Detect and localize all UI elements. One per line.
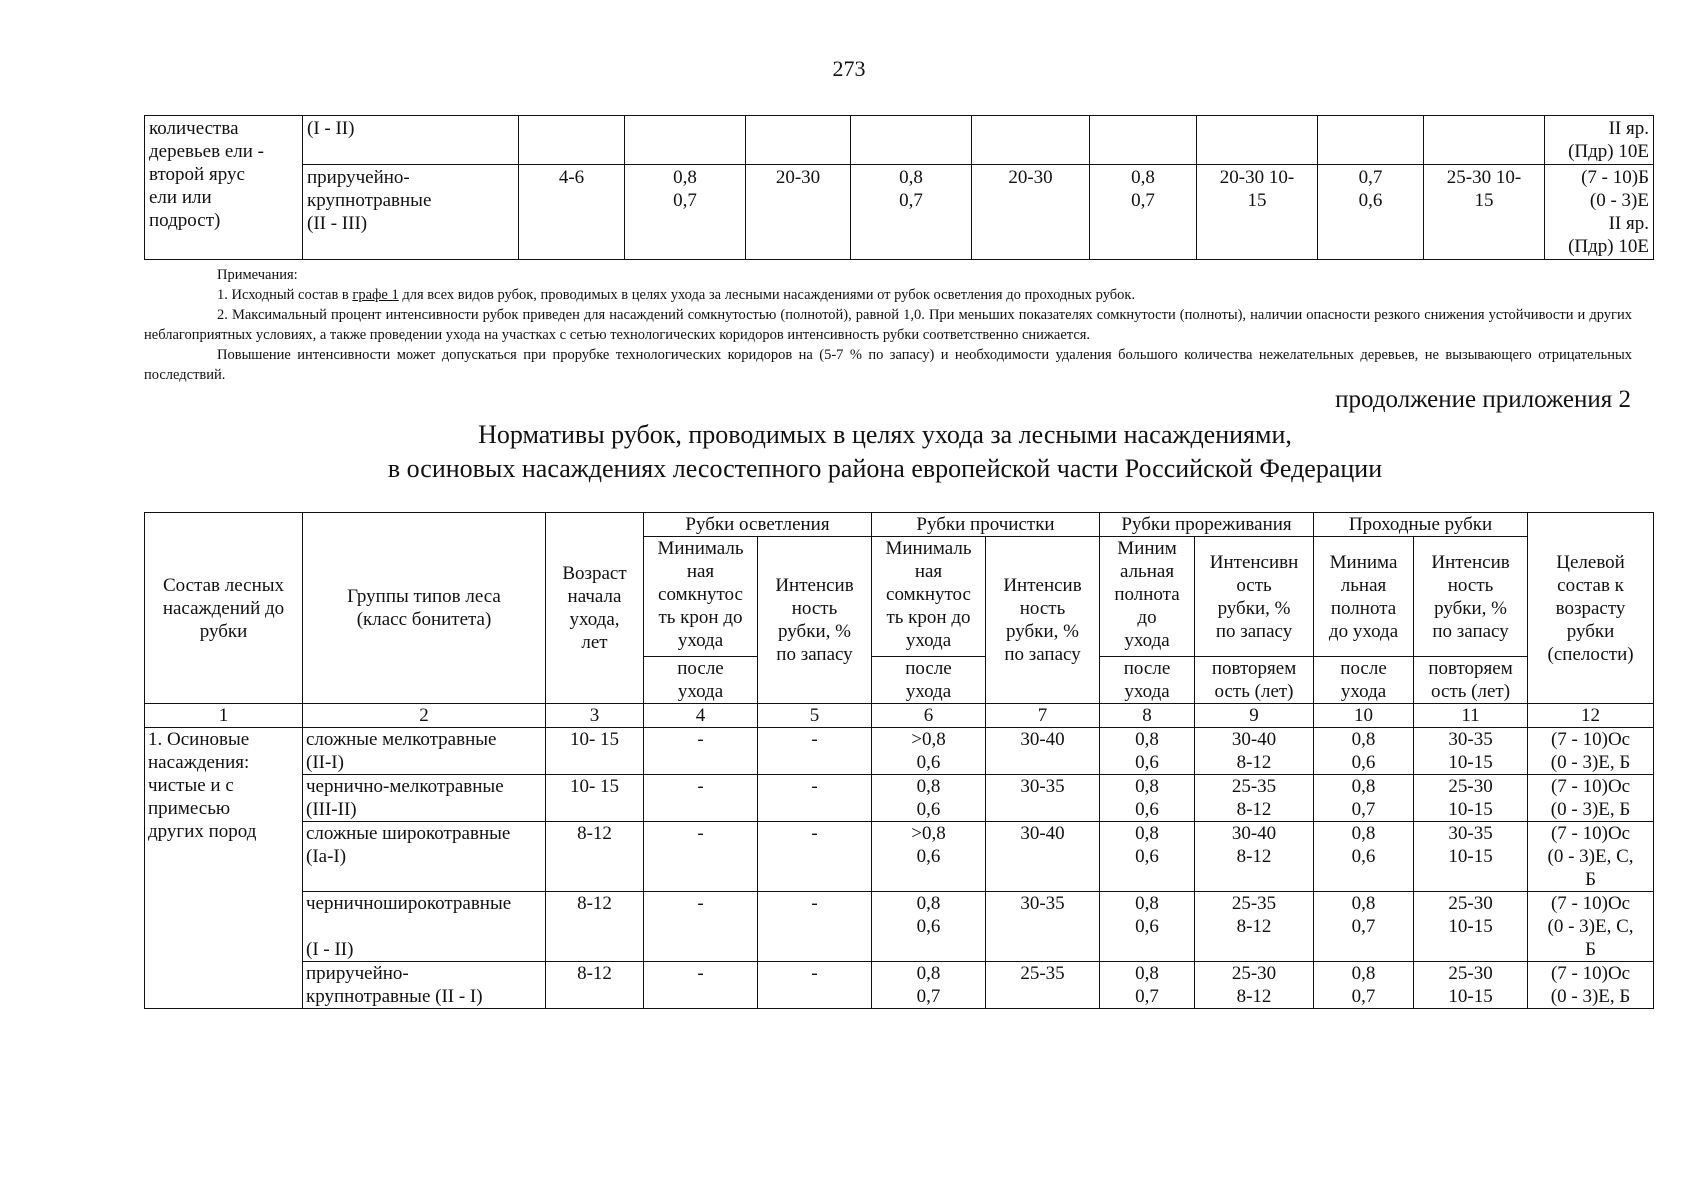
data-cell: >0,8 0,6 [872,728,986,775]
header-after-care: после ухода [1314,657,1414,704]
data-cell: 0,8 0,6 [872,775,986,822]
header-groups: Группы типов леса (класс бонитета) [303,513,546,704]
header-prochistki: Рубки прочистки [872,513,1100,537]
data-cell: 30-35 [986,892,1100,962]
header-after-care: после ухода [644,657,758,704]
age-cell: 8-12 [546,892,644,962]
data-cell: - [644,892,758,962]
header-repeatability: повторяем ость (лет) [1414,657,1528,704]
header-intensity: Интенсив ность рубки, % по запасу [758,537,872,704]
note-1: 1. Исходный состав в графе 1 для всех видов рубок, проводимых в целях ухода за лесными насаждениями от рубок осветления до проходных рубок. [217,287,1136,303]
data-cell [1090,116,1197,165]
table-row [145,165,1654,260]
data-cell: 20-30 10- 15 [1197,165,1318,260]
data-cell: 25-30 8-12 [1195,962,1314,1009]
column-number: 7 [986,704,1100,728]
header-min-crown: Минималь ная сомкнутос ть крон до ухода [872,537,986,657]
column-number: 2 [303,704,546,728]
target-cell: (7 - 10)Б (0 - 3)Е II яр. (Пдр) 10Е [1545,165,1654,260]
data-cell: - [644,775,758,822]
data-cell: 25-30 10- 15 [1424,165,1545,260]
target-cell: (7 - 10)Ос (0 - 3)Е, Б [1528,775,1654,822]
column-number: 6 [872,704,986,728]
header-repeatability: повторяем ость (лет) [1195,657,1314,704]
group-cell: приручейно- крупнотравные (II - I) [303,962,546,1009]
table-row [145,116,1654,165]
group-cell: черничноширокотравные (I - II) [303,892,546,962]
data-cell: 0,8 0,7 [1314,892,1414,962]
table-row [145,892,1654,962]
data-cell: 25-35 8-12 [1195,775,1314,822]
column-number: 3 [546,704,644,728]
data-cell: 25-35 8-12 [1195,892,1314,962]
data-cell: 0,8 0,7 [1100,962,1195,1009]
header-min-crown: Минималь ная сомкнутос ть крон до ухода [644,537,758,657]
data-cell: 25-30 10-15 [1414,962,1528,1009]
column-number: 1 [145,704,303,728]
data-cell: 25-30 10-15 [1414,892,1528,962]
data-cell: 0,8 0,6 [872,892,986,962]
header-after-care: после ухода [872,657,986,704]
data-cell: 25-30 10-15 [1414,775,1528,822]
group-cell: приручейно- крупнотравные (II - III) [303,165,519,260]
table-row [145,728,1654,775]
age-cell: 10- 15 [546,775,644,822]
header-composition: Состав лесных насаждений до рубки [145,513,303,704]
data-cell [625,116,746,165]
group-cell: сложные широкотравные (Ia-I) [303,822,546,892]
data-cell: - [644,962,758,1009]
data-cell: - [644,822,758,892]
notes [144,265,1632,385]
column-number-row [145,704,1654,728]
data-cell: 0,8 0,6 [1100,775,1195,822]
continuation-label: продолжение приложения 2 [1335,386,1631,413]
graph-1-link[interactable]: графе 1 [352,287,399,303]
data-cell: 30-40 8-12 [1195,822,1314,892]
data-cell: - [758,962,872,1009]
column-number: 11 [1414,704,1528,728]
column-number: 9 [1195,704,1314,728]
data-cell [972,116,1090,165]
target-cell: (7 - 10)Ос (0 - 3)Е, Б [1528,728,1654,775]
data-cell: 0,8 0,6 [1314,822,1414,892]
group-cell: (I - II) [303,116,519,165]
target-cell: (7 - 10)Ос (0 - 3)Е, С, Б [1528,892,1654,962]
data-cell: >0,8 0,6 [872,822,986,892]
data-cell [1197,116,1318,165]
page-number: 273 [832,56,866,81]
top-table [144,115,1654,260]
column-number: 12 [1528,704,1654,728]
data-cell: 30-35 [986,775,1100,822]
data-cell: 30-35 10-15 [1414,728,1528,775]
data-cell: 0,8 0,7 [1090,165,1197,260]
data-cell [851,116,972,165]
table-row [145,775,1654,822]
note-3: Повышение интенсивности может допускаться при прорубке технологических коридоров на (5-7 % по запасу) и необходимости удаления большого количества нежелательных деревьев, не вызывающего отрицательных последствий. [144,347,1632,383]
header-after-care: после ухода [1100,657,1195,704]
data-cell: 0,7 0,6 [1318,165,1424,260]
header-intensity: Интенсивн ость рубки, % по запасу [1195,537,1314,657]
header-prorezhivaniya: Рубки прореживания [1100,513,1314,537]
main-table [144,512,1654,1009]
group-cell: сложные мелкотравные (II-I) [303,728,546,775]
data-cell [519,116,625,165]
column-number: 8 [1100,704,1195,728]
header-min-fullness: Миним альная полнота до ухода [1100,537,1195,657]
data-cell: - [758,892,872,962]
header-age: Возраст начала ухода, лет [546,513,644,704]
data-cell: 30-40 [986,822,1100,892]
data-cell: 0,8 0,6 [1100,892,1195,962]
data-cell: 0,8 0,7 [625,165,746,260]
composition-cell: 1. Осиновые насаждения: чистые и с примесью других пород [145,728,303,1009]
header-osvetleniya: Рубки осветления [644,513,872,537]
note-2: 2. Максимальный процент интенсивности рубок приведен для насаждений сомкнутостью (полнотой), равной 1,0. При меньших показателях сомкнутости (полноты), наличии опасности резкого снижения устойчивости и других неблагоприятных условиях, а также проведении ухода на участках с сетью технологических коридоров интенсивность рубки соответственно снижается. [144,307,1632,343]
table-row [145,822,1654,892]
data-cell: - [644,728,758,775]
notes-heading: Примечания: [217,267,298,283]
header-intensity: Интенсив ность рубки, % по запасу [1414,537,1528,657]
data-cell: 0,8 0,7 [1314,962,1414,1009]
column-number: 10 [1314,704,1414,728]
page-title: Нормативы рубок, проводимых в целях ухода за лесными насаждениями, в осиновых насаждениях лесостепного района европейской части Российской Федерации [387,420,1383,483]
column-number: 4 [644,704,758,728]
data-cell [1318,116,1424,165]
data-cell: 30-40 [986,728,1100,775]
age-cell: 8-12 [546,962,644,1009]
target-cell: II яр. (Пдр) 10Е [1545,116,1654,165]
age-cell: 8-12 [546,822,644,892]
header-intensity: Интенсив ность рубки, % по запасу [986,537,1100,704]
data-cell [1424,116,1545,165]
header-row [145,513,1654,537]
data-cell: - [758,775,872,822]
target-cell: (7 - 10)Ос (0 - 3)Е, Б [1528,962,1654,1009]
data-cell [746,116,851,165]
data-cell: 30-35 10-15 [1414,822,1528,892]
data-cell: 0,8 0,7 [872,962,986,1009]
data-cell: 20-30 [972,165,1090,260]
data-cell: 25-35 [986,962,1100,1009]
data-cell: - [758,822,872,892]
data-cell: - [758,728,872,775]
data-cell: 0,8 0,6 [1100,822,1195,892]
composition-cell: количества деревьев ели - второй ярус ели или подрост) [145,116,303,260]
data-cell: 20-30 [746,165,851,260]
header-min-fullness: Минима льная полнота до ухода [1314,537,1414,657]
column-number: 5 [758,704,872,728]
header-target: Целевой состав к возрасту рубки (спелости) [1528,513,1654,704]
table-row [145,962,1654,1009]
age-cell: 4-6 [519,165,625,260]
data-cell: 30-40 8-12 [1195,728,1314,775]
header-prohodnye: Проходные рубки [1314,513,1528,537]
data-cell: 0,8 0,6 [1314,728,1414,775]
group-cell: чернично-мелкотравные (III-II) [303,775,546,822]
target-cell: (7 - 10)Ос (0 - 3)Е, С, Б [1528,822,1654,892]
data-cell: 0,8 0,7 [1314,775,1414,822]
age-cell: 10- 15 [546,728,644,775]
data-cell: 0,8 0,6 [1100,728,1195,775]
data-cell: 0,8 0,7 [851,165,972,260]
